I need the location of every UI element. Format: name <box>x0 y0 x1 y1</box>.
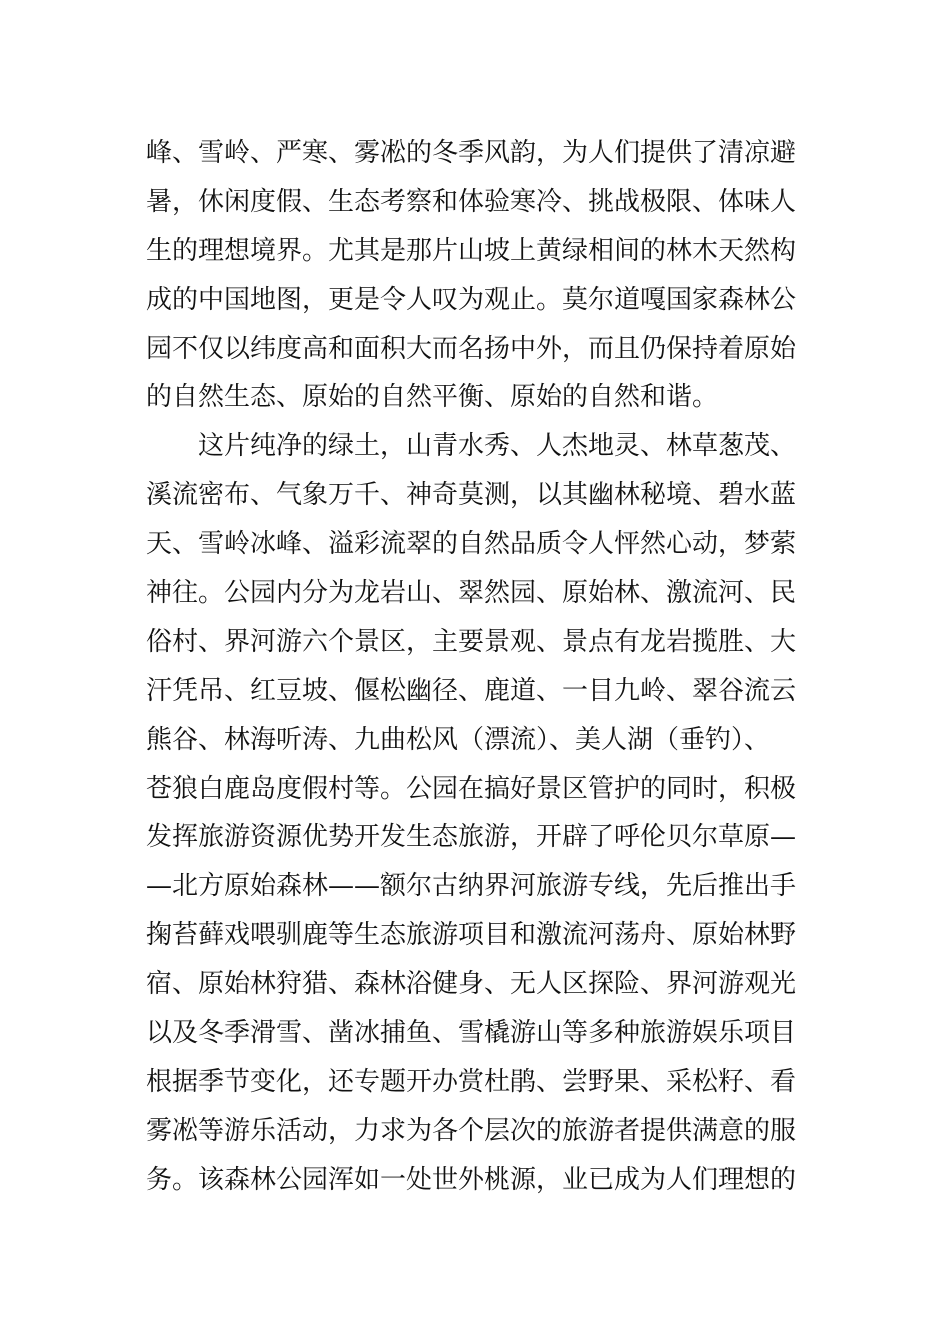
text-line: 雾凇等游乐活动，力求为各个层次的旅游者提供满意的服 <box>146 1115 797 1146</box>
text-line: 熊谷、林海听涛、九曲松风（漂流）、美人湖（垂钓）、 <box>146 724 771 755</box>
text-line: 根据季节变化，还专题开办赏杜鹃、尝野果、采松籽、看 <box>146 1066 797 1097</box>
text-line: 俗村、界河游六个景区，主要景观、景点有龙岩揽胜、大 <box>146 626 797 657</box>
text-line: 天、雪岭冰峰、溢彩流翠的自然品质令人怦然心动，梦萦 <box>146 529 797 560</box>
text-line: 神往。公园内分为龙岩山、翠然园、原始林、激流河、民 <box>146 578 797 609</box>
body-text <box>146 129 816 1205</box>
text-line: 苍狼白鹿岛度假村等。公园在搞好景区管护的同时，积极 <box>146 773 797 804</box>
text-line: 溪流密布、气象万千、神奇莫测，以其幽林秘境、碧水蓝 <box>146 480 797 511</box>
text-line: 以及冬季滑雪、凿冰捕鱼、雪橇游山等多种旅游娱乐项目 <box>146 1018 797 1049</box>
text-line: 园不仅以纬度高和面积大而名扬中外，而且仍保持着原始 <box>146 333 797 364</box>
text-line: 汗凭吊、红豆坡、偃松幽径、鹿道、一目九岭、翠谷流云 <box>146 675 797 706</box>
paragraph-start-line: 这片纯净的绿土，山青水秀、人杰地灵、林草葱茂、 <box>146 431 797 462</box>
text-line: 峰、雪岭、严寒、雾凇的冬季风韵，为人们提供了清凉避 <box>146 138 797 168</box>
text-line: 暑，休闲度假、生态考察和体验寒冷、挑战极限、体味人 <box>146 186 797 217</box>
text-line: 发挥旅游资源优势开发生态旅游，开辟了呼伦贝尔草原— <box>146 822 797 853</box>
text-line: 掬苔藓戏喂驯鹿等生态旅游项目和激流河荡舟、原始林野 <box>146 920 797 951</box>
text-line: 务。该森林公园浑如一处世外桃源，业已成为人们理想的 <box>146 1164 797 1195</box>
text-line: 生的理想境界。尤其是那片山坡上黄绿相间的林木天然构 <box>146 235 797 266</box>
text-line: 成的中国地图，更是令人叹为观止。莫尔道嘎国家森林公 <box>146 284 797 315</box>
text-line: 宿、原始林狩猎、森林浴健身、无人区探险、界河游观光 <box>146 969 797 1000</box>
text-line: —北方原始森林——额尔古纳界河旅游专线，先后推出手 <box>146 871 797 902</box>
text-line: 的自然生态、原始的自然平衡、原始的自然和谐。 <box>146 382 719 413</box>
